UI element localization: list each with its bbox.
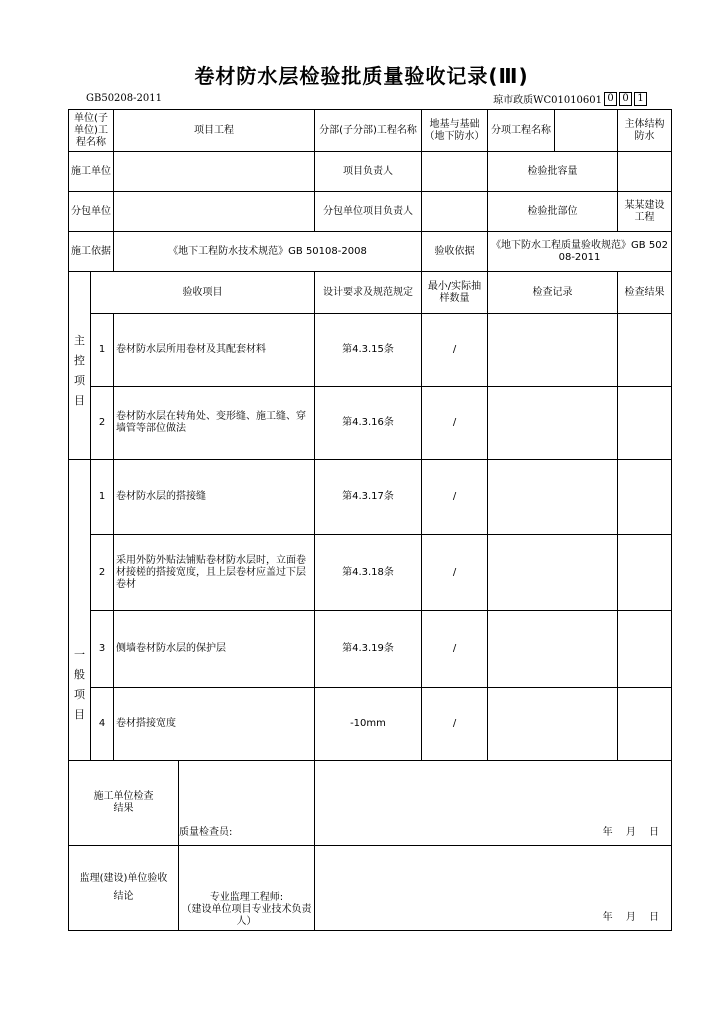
contractor-date: 年 月 日: [602, 827, 659, 838]
main-group-label: [69, 272, 91, 460]
item-desc: 卷材搭接宽度: [114, 688, 315, 761]
header-row-3: [69, 192, 672, 232]
item-no: 1: [91, 460, 114, 535]
contractor-check-row: [69, 761, 672, 846]
batch-capacity-value[interactable]: [618, 152, 672, 192]
col-item: 验收项目: [91, 272, 315, 314]
batch-location-value[interactable]: 某某建设工程: [618, 192, 672, 232]
item-desc: 侧墙卷材防水层的保护层: [114, 611, 315, 688]
supervisor-sign-area[interactable]: [315, 846, 672, 931]
unit-project-label: 单位(子单位)工程名称: [69, 110, 114, 152]
header-row-2: [69, 152, 672, 192]
item-requirement: 第4.3.17条: [315, 460, 422, 535]
sub-pm-label: 分包单位项目负责人: [315, 192, 422, 232]
general-group-char: 目: [74, 708, 85, 721]
quality-inspector-label: 质量检查员:: [179, 827, 233, 838]
main-group-char: 目: [74, 393, 85, 407]
division-label: 分部(子分部)工程名称: [315, 110, 422, 152]
item-result[interactable]: [618, 460, 672, 535]
basis-value: 《地下工程防水技术规范》GB 50108-2008: [114, 232, 422, 272]
basis-label: 施工依据: [69, 232, 114, 272]
subitem-cell: [488, 110, 618, 152]
item-no: 1: [91, 314, 114, 387]
contractor-check-cell: [69, 761, 315, 846]
general-group-char: 一: [74, 648, 85, 661]
col-record: 检查记录: [488, 272, 618, 314]
item-requirement: -10mm: [315, 688, 422, 761]
supervisor-date: 年 月 日: [602, 912, 659, 923]
table-row: [69, 387, 672, 460]
item-result[interactable]: [618, 314, 672, 387]
pm-label: 项目负责人: [315, 152, 422, 192]
item-requirement: 第4.3.18条: [315, 535, 422, 611]
unit-project-value[interactable]: 项目工程: [114, 110, 315, 152]
header-row-4: [69, 232, 672, 272]
supervisor-engineer-label: 专业监理工程师:: [209, 892, 284, 903]
subitem-label: 分项工程名称: [488, 110, 555, 151]
supervisor-check-row: [69, 846, 672, 931]
header-row-1: [69, 110, 672, 152]
main-group-char: 项: [74, 373, 85, 387]
item-desc: 卷材防水层所用卷材及其配套材料: [114, 314, 315, 387]
item-result[interactable]: [618, 611, 672, 688]
main-group-char: 主: [74, 333, 85, 347]
item-no: 4: [91, 688, 114, 761]
supervisor-check-label: 监理(建设)单位验收结论: [69, 846, 179, 930]
item-result[interactable]: [618, 688, 672, 761]
table-row: [69, 314, 672, 387]
inspection-table: [68, 109, 672, 931]
item-record[interactable]: [488, 387, 618, 460]
item-record[interactable]: [488, 611, 618, 688]
general-group-char: 般: [74, 668, 85, 681]
standard-code: GB50208-2011: [86, 93, 162, 104]
record-code-box-2: 0: [619, 92, 632, 106]
contractor-sign-area-left[interactable]: [179, 761, 314, 845]
item-result[interactable]: [618, 535, 672, 611]
table-row: [69, 460, 672, 535]
record-code-prefix: 琼市政质WC01010601: [493, 95, 602, 106]
item-sampling: /: [422, 387, 488, 460]
item-sampling: /: [422, 611, 488, 688]
item-requirement: 第4.3.19条: [315, 611, 422, 688]
subcontractor-label: 分包单位: [69, 192, 114, 232]
col-requirement: 设计要求及规范规定: [315, 272, 422, 314]
contractor-label: 施工单位: [69, 152, 114, 192]
item-sampling: /: [422, 535, 488, 611]
item-record[interactable]: [488, 688, 618, 761]
col-result: 检查结果: [618, 272, 672, 314]
item-sampling: /: [422, 688, 488, 761]
col-sampling: 最小/实际抽样数量: [422, 272, 488, 314]
item-desc: 卷材防水层的搭接缝: [114, 460, 315, 535]
general-group-char: 项: [74, 688, 85, 701]
item-record[interactable]: [488, 535, 618, 611]
supervisor-check-cell: [69, 846, 315, 931]
item-desc: 采用外防外贴法铺贴卷材防水层时，立面卷材接槎的搭接宽度，且上层卷材应盖过下层卷材: [114, 535, 315, 611]
column-header-row: [69, 272, 672, 314]
contractor-value[interactable]: [114, 152, 315, 192]
sub-pm-value[interactable]: [422, 192, 488, 232]
pm-value[interactable]: [422, 152, 488, 192]
form-title: 卷材防水层检验批质量验收记录(Ⅲ): [194, 64, 529, 88]
item-sampling: /: [422, 460, 488, 535]
table-row: [69, 688, 672, 761]
contractor-sign-area[interactable]: [315, 761, 672, 846]
division-value[interactable]: 地基与基础（地下防水）: [422, 110, 488, 152]
item-result[interactable]: [618, 387, 672, 460]
item-no: 2: [91, 387, 114, 460]
main-group-char: 控: [74, 353, 85, 367]
table-row: [69, 611, 672, 688]
subitem-value-left: [555, 110, 617, 151]
general-group-label: [69, 460, 91, 761]
item-record[interactable]: [488, 460, 618, 535]
record-code: [493, 91, 647, 106]
subitem-value[interactable]: 主体结构防水: [618, 110, 672, 152]
batch-capacity-label: 检验批容量: [488, 152, 618, 192]
acceptance-basis-value: 《地下防水工程质量验收规范》GB 50208-2011: [488, 232, 672, 272]
item-requirement: 第4.3.15条: [315, 314, 422, 387]
record-code-box-3: 1: [634, 92, 647, 106]
item-sampling: /: [422, 314, 488, 387]
record-code-box-1: 0: [604, 92, 617, 106]
item-no: 2: [91, 535, 114, 611]
supervisor-sign-area-left[interactable]: [179, 846, 314, 930]
contractor-check-label: 施工单位检查结果: [69, 761, 179, 845]
batch-location-label: 检验批部位: [488, 192, 618, 232]
table-row: [69, 535, 672, 611]
owner-tech-lead-label: （建设单位项目专业技术负责人）: [181, 904, 312, 927]
item-desc: 卷材防水层在转角处、变形缝、施工缝、穿墙管等部位做法: [114, 387, 315, 460]
item-no: 3: [91, 611, 114, 688]
item-record[interactable]: [488, 314, 618, 387]
acceptance-basis-label: 验收依据: [422, 232, 488, 272]
item-requirement: 第4.3.16条: [315, 387, 422, 460]
subcontractor-value[interactable]: [114, 192, 315, 232]
